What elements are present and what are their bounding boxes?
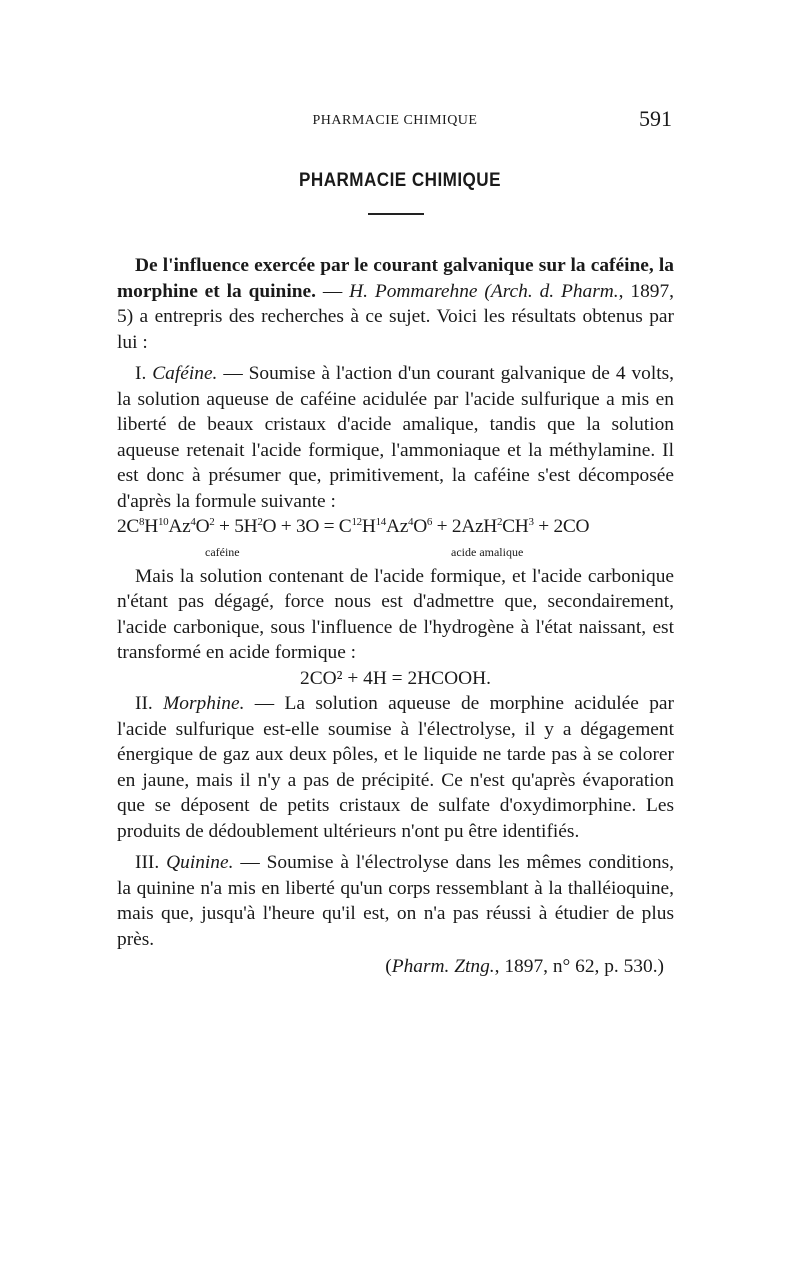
title-rule xyxy=(368,213,424,215)
quinine-heading: Quinine. xyxy=(166,852,234,873)
cafeine-equation: $2C^8H^{10}Az^4O^2 + 5H^2O + 3O = C^{12}H^{14}Az^4O^6 + 2AzH^2CH^3 + 2CO$ xyxy=(117,516,590,537)
morphine-number: II. xyxy=(135,693,164,714)
section-title: PHARMACIE CHIMIQUE xyxy=(299,170,501,191)
journal-reference: (Arch. d. Pharm. xyxy=(484,280,619,302)
cafeine-paragraph-2: Mais la solution contenant de l'acide formique, et l'acide carbonique n'étant pas dégagé, force nous est d'admettre que, secondairement, l'acide carbonique, sous l'influence de l'hydrogène à l'état naissant, est transformé en acide formique : xyxy=(117,565,674,663)
equation-labels xyxy=(117,540,674,564)
source-open: ( xyxy=(385,956,392,977)
cafeine-number: I. xyxy=(135,363,153,384)
title-dash: — xyxy=(315,280,350,302)
article-body xyxy=(117,253,674,980)
cafeine-paragraph xyxy=(117,361,674,514)
intro-rest: , 1897, 5) a entrepris des recherches à ce sujet. Voici les résultats obtenus par lui : xyxy=(117,280,674,353)
page-number: 591 xyxy=(639,106,672,131)
running-head: PHARMACIE CHIMIQUE xyxy=(312,113,478,128)
label-cafeine: caféine xyxy=(205,544,240,559)
source-citation xyxy=(117,954,674,980)
article-title: De l'influence exercée par le courant galvanique sur la caféine, la morphine et la quinine. xyxy=(117,255,674,302)
morphine-text: — La solution aqueuse de morphine acidulée par l'acide sulfurique est-elle soumise à l'électrolyse, il y a dégagement énergique de gaz aux deux pôles, et le liquide ne tarde pas à se colorer en jaune, mais il n'y a pas de précipité. Ce n'est qu'après évaporation que se déposent de petits cristaux de sulfate d'oxydimorphine. Les produits de dédoublement ultérieurs n'ont pu être identifiés. xyxy=(117,693,674,842)
formic-equation: 2CO² + 4H = 2HCOOH. xyxy=(300,667,491,689)
quinine-paragraph xyxy=(117,850,674,952)
article-author: H. Pommarehne xyxy=(349,280,478,302)
source-rest: , 1897, n° 62, p. 530.) xyxy=(494,956,664,977)
label-acide-amalique: acide amalique xyxy=(451,544,524,559)
source-journal: Pharm. Ztng. xyxy=(391,956,495,977)
cafeine-text: — Soumise à l'action d'un courant galvanique de 4 volts, la solution aqueuse de caféine acidulée par l'acide sulfurique a mis en liberté de beaux cristaux d'acide amalique, tandis que la solution aqueuse retenait l'acide formique, l'ammoniaque et la méthylamine. Il est donc à présumer que, primitivement, la caféine s'est décomposée d'après la formule suivante : xyxy=(117,363,674,512)
morphine-paragraph xyxy=(117,691,674,844)
quinine-number: III. xyxy=(135,852,167,873)
morphine-heading: Morphine. xyxy=(163,693,245,714)
intro-paragraph xyxy=(117,253,674,355)
quinine-text: — Soumise à l'électrolyse dans les mêmes conditions, la quinine n'a mis en liberté qu'un corps ressemblant à la thalléioquine, mais que, jusqu'à l'heure qu'il est, on n'a pas réussi à étudier de plus près. xyxy=(117,852,674,950)
cafeine-heading: Caféine. xyxy=(152,363,218,384)
